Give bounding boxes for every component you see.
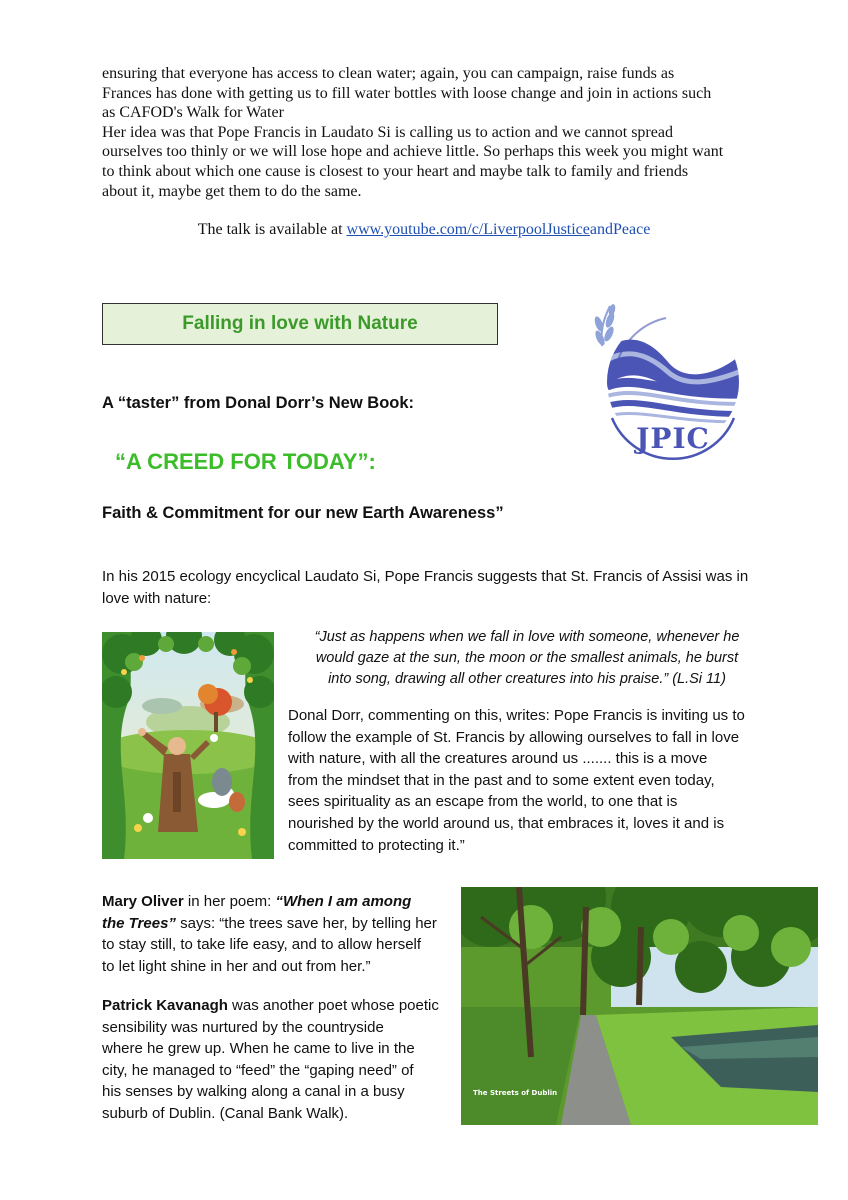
kavanagh-line: suburb of Dublin. (Canal Bank Walk). — [102, 1104, 349, 1122]
intro-line: ensuring that everyone has access to clean water; again, you can campaign, raise funds as — [102, 65, 675, 82]
laudato-si-quote — [288, 627, 766, 690]
mary-oliver-paragraph — [102, 891, 452, 977]
kavanagh-line: sensibility was nurtured by the countryside — [102, 1018, 384, 1036]
quote-line: “Just as happens when we fall in love with someone, whenever he — [314, 629, 740, 645]
comment-line: with nature, with all the creatures around us ....... this is a move — [288, 750, 708, 768]
comment-line: follow the example of St. Francis by allowing ourselves to fall in love — [288, 728, 740, 746]
comment-line: sees spirituality as an escape from the world, to one that is — [288, 793, 678, 811]
jpic-logo-icon — [588, 300, 758, 468]
st-francis-illustration — [102, 632, 274, 859]
kavanagh-line: where he grew up. When he came to live in the — [102, 1040, 415, 1058]
section-title: Falling in love with Nature — [182, 313, 418, 334]
jpic-logo — [588, 300, 758, 468]
oliver-line: to stay still, to take life easy, and to allow herself — [102, 936, 422, 954]
encyclical-line: love with nature: — [102, 589, 212, 607]
quote-line: into song, drawing all other creatures into his praise.” (L.Si 11) — [328, 671, 726, 687]
poem-title: the Trees” — [102, 914, 176, 932]
kavanagh-paragraph — [102, 995, 452, 1125]
oliver-line: to let light shine in her and out from her.” — [102, 957, 371, 975]
youtube-link-tail[interactable]: andPeace — [589, 221, 651, 238]
encyclical-line: In his 2015 ecology encyclical Laudato Si, Pope Francis suggests that St. Francis of Assisi was in — [102, 568, 749, 585]
comment-line: committed to protecting it.” — [288, 836, 465, 854]
talk-prefix: The talk is available at — [197, 221, 347, 238]
comment-line: nourished by the world around us, that embraces it, loves it and is — [288, 814, 725, 832]
photo-watermark: The Streets of Dublin — [473, 1089, 558, 1097]
section-title-box — [102, 303, 498, 345]
st-francis-image — [102, 632, 274, 859]
book-subtitle: Faith & Commitment for our new Earth Awareness” — [102, 504, 504, 522]
intro-paragraph — [102, 64, 782, 201]
intro-line: Frances has done with getting us to fill water bottles with loose change and join in actions such — [102, 84, 712, 102]
comment-line: from the mindset that in the past and to some extent even today, — [288, 771, 715, 789]
poet-name: Mary Oliver — [102, 893, 184, 910]
oliver-line: Mary Oliver in her poem: “When I am among — [102, 893, 412, 910]
intro-line: about it, maybe get them to do the same. — [102, 182, 362, 200]
intro-line: Her idea was that Pope Francis in Laudato Si is calling us to action and we cannot spread — [102, 123, 673, 141]
quote-line: would gaze at the sun, the moon or the smallest animals, he burst — [315, 650, 739, 666]
encyclical-paragraph — [102, 566, 782, 609]
canal-photo-image — [461, 887, 818, 1125]
olive-branch-icon — [593, 303, 616, 346]
talk-availability — [0, 220, 848, 240]
kavanagh-line: city, he managed to “feed” the “gaping need” of — [102, 1061, 414, 1079]
youtube-link[interactable]: www.youtube.com/c/LiverpoolJustice — [346, 221, 590, 238]
jpic-text: JPIC — [636, 422, 710, 455]
book-title: “A CREED FOR TODAY”: — [115, 449, 376, 474]
taster-heading: A “taster” from Donal Dorr’s New Book: — [102, 394, 415, 412]
canal-bank-photo — [461, 887, 818, 1125]
poem-title: “When I am among — [275, 893, 412, 910]
intro-line: to think about which one cause is closest to your heart and maybe talk to family and friends — [102, 162, 689, 180]
kavanagh-line: Patrick Kavanagh was another poet whose poetic — [102, 997, 439, 1014]
dorr-comment-paragraph — [288, 705, 768, 856]
comment-line: Donal Dorr, commenting on this, writes: Pope Francis is inviting us to — [288, 707, 745, 724]
kavanagh-line: his senses by walking along a canal in a busy — [102, 1083, 405, 1101]
poet-name: Patrick Kavanagh — [102, 997, 228, 1014]
intro-line: ourselves too thinly or we will lose hope and achieve little. So perhaps this week you might want — [102, 143, 724, 161]
oliver-line: the Trees” says: “the trees save her, by telling her — [102, 914, 437, 932]
intro-line: as CAFOD's Walk for Water — [102, 104, 284, 122]
